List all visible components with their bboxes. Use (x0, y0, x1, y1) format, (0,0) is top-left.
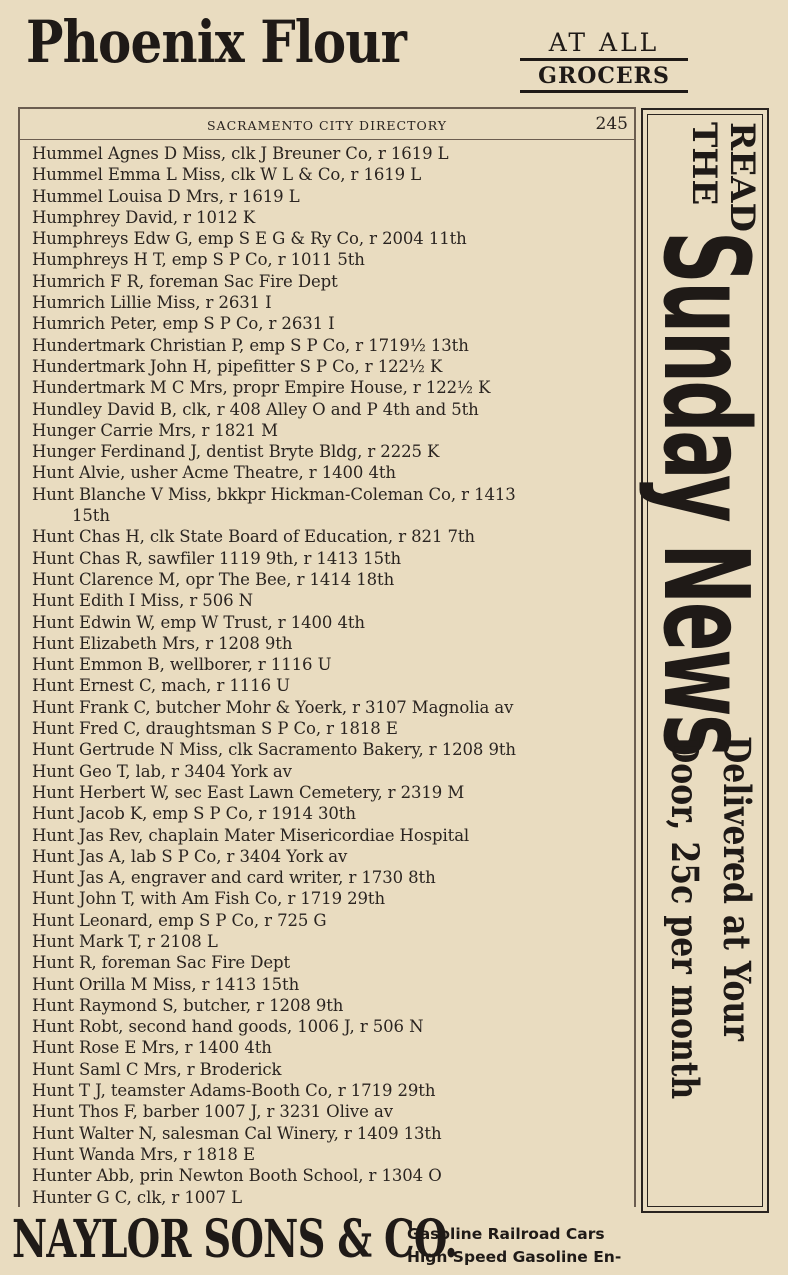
entry-text: Hunt T J, teamster Adams-Booth Co, r 1719 29th (32, 1081, 436, 1101)
directory-entry (32, 313, 634, 334)
directory-entry (32, 846, 634, 867)
entry-text: Hundley David B, clk, r 408 Alley O and P 4th and 5th (32, 399, 479, 419)
entry-text: Hunt Chas H, clk State Board of Education, r 821 7th (32, 527, 475, 547)
grocers-line2: GROCERS (520, 61, 688, 93)
entry-text: Hunt Gertrude N Miss, clk Sacramento Bakery, r 1208 9th (32, 740, 516, 760)
entry-text: Hunt Elizabeth Mrs, r 1208 9th (32, 633, 293, 653)
directory-entry (32, 1080, 634, 1101)
entry-text: Hummel Emma L Miss, clk W L & Co, r 1619 L (32, 165, 422, 185)
directory-entry (32, 377, 634, 398)
entry-text: Hunt Edwin W, emp W Trust, r 1400 4th (32, 612, 365, 632)
directory-entry (32, 718, 634, 739)
bottom-advertisement (0, 1205, 788, 1275)
entry-text: Hunt Geo T, lab, r 3404 York av (32, 761, 292, 781)
entry-text: Hunt Robt, second hand goods, 1006 J, r 506 N (32, 1017, 424, 1037)
side-ad-price: Door, 25c per month (663, 735, 707, 1099)
directory-entry (32, 186, 634, 207)
entry-text: Hunt Raymond S, butcher, r 1208 9th (32, 995, 344, 1015)
directory-entry (32, 590, 634, 611)
directory-entry (32, 292, 634, 313)
naylor-blurb-line2: High Speed Gasoline En- (407, 1248, 622, 1266)
entry-text: Humrich Lillie Miss, r 2631 I (32, 293, 272, 313)
entry-text: Hunt Ernest C, mach, r 1116 U (32, 676, 290, 696)
entry-text: Humphreys H T, emp S P Co, r 1011 5th (32, 250, 365, 270)
entry-text: Hunt Emmon B, wellborer, r 1116 U (32, 655, 332, 675)
entry-text: Hunt Fred C, draughtsman S P Co, r 1818 E (32, 719, 398, 739)
directory-entry (32, 271, 634, 292)
entry-text: Hunt Clarence M, opr The Bee, r 1414 18th (32, 569, 395, 589)
directory-entry (32, 548, 634, 569)
directory-entry (32, 1123, 634, 1144)
entry-text: Hunt Walter N, salesman Cal Winery, r 1409 13th (32, 1123, 442, 1143)
entry-text: Humphreys Edw G, emp S E G & Ry Co, r 2004 11th (32, 229, 467, 249)
at-all-grocers (520, 30, 688, 93)
entry-text: Hunt Leonard, emp S P Co, r 725 G (32, 910, 327, 930)
sunday-news-advertisement (637, 108, 775, 1213)
top-advertisement (0, 0, 788, 105)
directory-entry (32, 249, 634, 270)
directory-entry (32, 654, 634, 675)
side-ad-delivered: Delivered at Your (715, 735, 759, 1041)
entry-text: Hunt Wanda Mrs, r 1818 E (32, 1144, 255, 1164)
entry-continuation: 15th (72, 506, 110, 526)
entry-text: Hunt Jacob K, emp S P Co, r 1914 30th (32, 804, 356, 824)
entry-text: Hunt Herbert W, sec East Lawn Cemetery, r 2319 M (32, 782, 465, 802)
entry-text: Hunter Abb, prin Newton Booth School, r 1304 O (32, 1166, 442, 1186)
entry-text: Hummel Louisa D Mrs, r 1619 L (32, 186, 300, 206)
page-number: 245 (595, 114, 628, 134)
entry-text: Hunt Jas A, lab S P Co, r 3404 York av (32, 846, 348, 866)
entry-text: Hunter G C, clk, r 1007 L (32, 1187, 242, 1207)
directory-listing (18, 107, 636, 1207)
entry-text: Hunt Thos F, barber 1007 J, r 3231 Olive av (32, 1102, 393, 1122)
naylor-company: NAYLOR SONS & CO. (12, 1209, 458, 1270)
naylor-blurb-line1: Gasoline Railroad Cars (407, 1225, 605, 1243)
directory-entry (32, 739, 634, 760)
directory-entry (32, 888, 634, 909)
entry-text: Hunt Orilla M Miss, r 1413 15th (32, 974, 300, 994)
directory-entry (32, 612, 634, 633)
directory-entry (32, 1059, 634, 1080)
directory-entry (32, 228, 634, 249)
directory-entry (32, 143, 634, 164)
directory-entry (32, 974, 634, 995)
directory-entry (32, 526, 634, 547)
entry-text: Hunt Jas Rev, chaplain Mater Misericordiae Hospital (32, 825, 470, 845)
entry-text: Hunt Blanche V Miss, bkkpr Hickman-Coleman Co, r 1413 (32, 484, 516, 504)
entry-text: Hunger Ferdinand J, dentist Bryte Bldg, r 2225 K (32, 442, 440, 462)
entry-text: Hunt Rose E Mrs, r 1400 4th (32, 1038, 272, 1058)
directory-entry (32, 1037, 634, 1058)
entry-text: Hundertmark John H, pipefitter S P Co, r 122½ K (32, 356, 443, 376)
entry-text: Hunt Alvie, usher Acme Theatre, r 1400 4th (32, 463, 396, 483)
grocers-line1: AT ALL (520, 30, 688, 61)
directory-entry (32, 399, 634, 420)
directory-entry (32, 420, 634, 441)
entry-text: Hunt Chas R, sawfiler 1119 9th, r 1413 15th (32, 548, 402, 568)
entry-text: Hunt Saml C Mrs, r Broderick (32, 1059, 282, 1079)
phoenix-flour-brand: Phoenix Flour (26, 8, 407, 76)
entry-text: Hunger Carrie Mrs, r 1821 M (32, 420, 278, 440)
entry-text: Humrich F R, foreman Sac Fire Dept (32, 271, 338, 291)
entry-text: Humphrey David, r 1012 K (32, 207, 256, 227)
entry-text: Hundertmark M C Mrs, propr Empire House, r 122½ K (32, 378, 491, 398)
entries-list (20, 140, 634, 1208)
directory-entry (32, 761, 634, 782)
directory-entry (32, 910, 634, 931)
entry-text: Hunt Frank C, butcher Mohr & Yoerk, r 3107 Magnolia av (32, 697, 514, 717)
directory-entry (32, 1165, 634, 1186)
entry-text: Hunt Edith I Miss, r 506 N (32, 591, 253, 611)
directory-entry (32, 952, 634, 973)
directory-entry (32, 462, 634, 483)
directory-entry (32, 697, 634, 718)
directory-entry (32, 782, 634, 803)
side-ad-the: THE (684, 121, 724, 205)
entry-text: Hummel Agnes D Miss, clk J Breuner Co, r 1619 L (32, 144, 449, 163)
directory-entry (32, 1101, 634, 1122)
side-ad-paper-name: Sunday News (637, 230, 775, 755)
directory-entry (32, 1016, 634, 1037)
directory-entry (32, 675, 634, 696)
entry-text: Hunt R, foreman Sac Fire Dept (32, 953, 291, 973)
entry-text: Hunt Jas A, engraver and card writer, r 1730 8th (32, 868, 436, 888)
directory-entry (32, 335, 634, 356)
directory-entry (32, 803, 634, 824)
entry-text: Humrich Peter, emp S P Co, r 2631 I (32, 314, 335, 334)
directory-entry (32, 825, 634, 846)
directory-entry (32, 1144, 634, 1165)
directory-entry (32, 931, 634, 952)
naylor-blurb (407, 1223, 621, 1269)
page-header (20, 109, 634, 140)
directory-entry (32, 484, 634, 527)
directory-entry (32, 356, 634, 377)
directory-entry (32, 569, 634, 590)
entry-text: Hunt John T, with Am Fish Co, r 1719 29th (32, 889, 385, 909)
directory-title: SACRAMENTO CITY DIRECTORY (206, 118, 447, 133)
directory-entry (32, 995, 634, 1016)
directory-entry (32, 207, 634, 228)
directory-entry (32, 164, 634, 185)
side-ad-read: READ (722, 121, 762, 232)
directory-entry (32, 441, 634, 462)
directory-entry (32, 633, 634, 654)
entry-text: Hundertmark Christian P, emp S P Co, r 1719½ 13th (32, 335, 469, 355)
entry-text: Hunt Mark T, r 2108 L (32, 931, 218, 951)
side-ad-rotated-text (637, 116, 775, 1206)
directory-entry (32, 867, 634, 888)
